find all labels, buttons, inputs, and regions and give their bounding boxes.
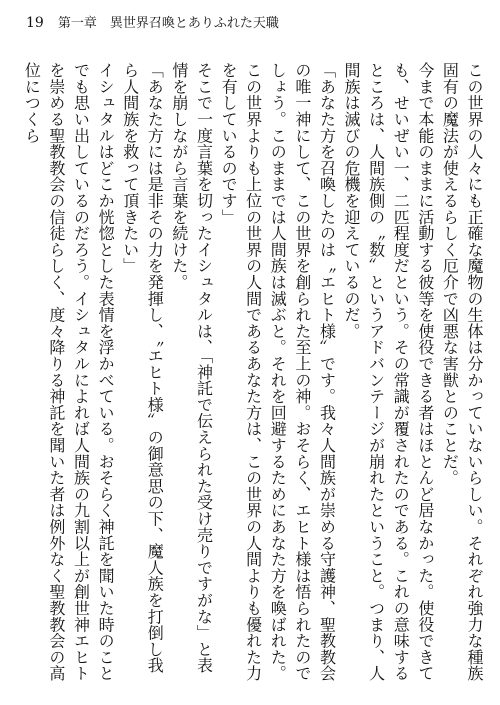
paragraph: 今まで本能のままに活動する彼等を使役できる者はほとんど居なかった。使役できても、せいぜい一、二匹程度だという。その常識が覆されたのである。これの意味するところは、人間族側の〝数〟というアドバンテージが崩れたということ。つまり、人間族は滅びの危機を迎えているのだ。 — [342, 62, 435, 682]
paragraph: イシュタルはどこか恍惚とした表情を浮かべている。おそらく神託を聞いた時のことでも思い出しているのだろう。イシュタルによれば人間族の九割以上が創世神エヒトを崇める聖教教会の信徒らしく、度々降りる神託を聞いた者は例外なく聖教教会の高位につくら — [22, 62, 116, 682]
chapter-title: 第一章 異世界召喚とありふれた天職 — [57, 16, 279, 31]
paragraph: 「あなた方には是非その力を発揮し、〝エヒト様〟の御意思の下、魔人族を打倒し我ら人間族を救って頂きたい」 — [120, 62, 165, 674]
page-number: 19 — [26, 15, 44, 31]
vertical-body-text — [14, 62, 486, 682]
paragraph: この世界の人々にも正確な魔物の生体は分かっていないらしい。それぞれ強力な種族固有の魔法が使えるらしく厄介で凶悪な害獣とのことだ。 — [440, 62, 484, 682]
paragraph: 「あなた方を召喚したのは〝エヒト様〟です。我々人間族が崇める守護神、聖教教会の唯一神にして、この世界を創られた至上の神。おそらく、エヒト様は悟られたのでしょう。このままでは人間族は滅ぶと。それを回避するためにあなた方を喚ばれた。この世界よりも上位の世界の人間であるあなた方は、この世界の人間よりも優れた力を有しているのです」 — [219, 62, 337, 682]
paragraph: そこで一度言葉を切ったイシュタルは、「神託で伝えられた受け売りですがな」と表情を崩しながら言葉を続けた。 — [169, 62, 214, 674]
running-header — [26, 12, 279, 34]
